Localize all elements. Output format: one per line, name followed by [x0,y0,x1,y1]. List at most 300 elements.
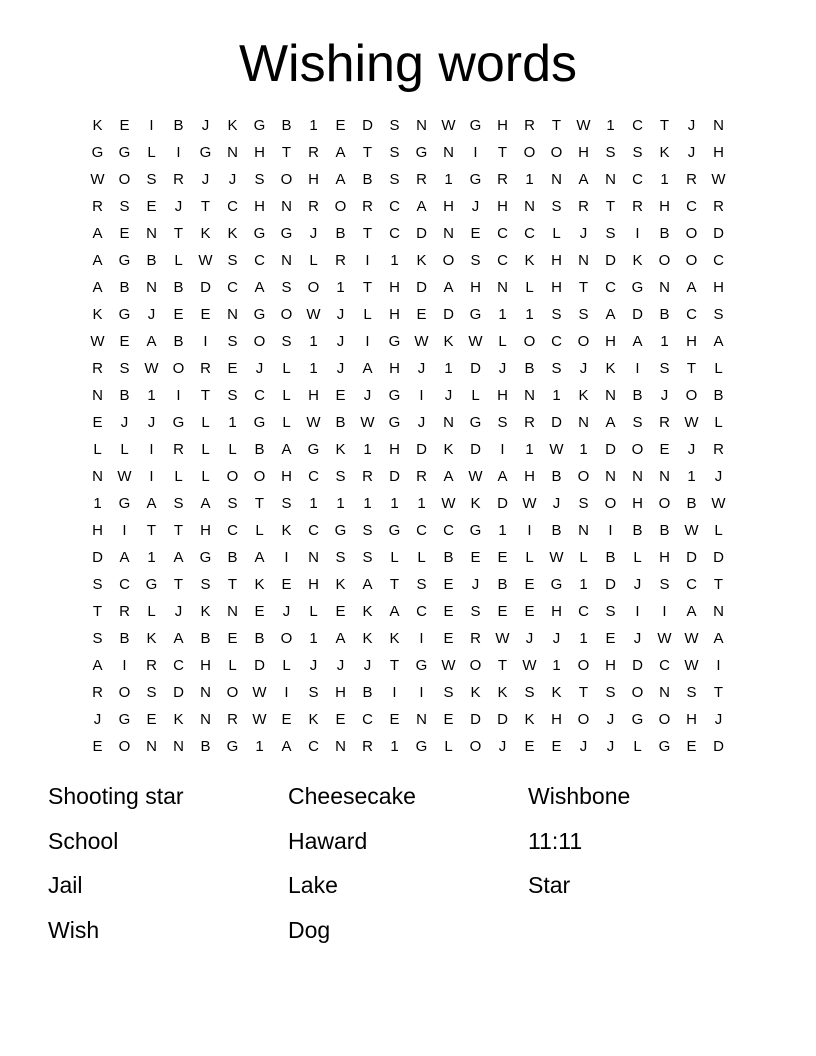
grid-letter: T [281,144,292,161]
grid-letter: E [605,630,616,647]
grid-letter: S [281,495,292,512]
grid-letter: D [470,711,481,728]
grid-letter: E [227,630,238,647]
grid-letter: R [524,117,535,134]
grid-letter: E [443,603,454,620]
grid-row [84,733,732,760]
grid-letter: K [524,711,535,728]
grid-letter: A [443,279,454,296]
grid-letter: C [308,738,319,755]
grid-letter: K [443,441,454,458]
grid-letter: 1 [255,738,264,755]
grid-letter: T [497,657,508,674]
grid-letter: 1 [498,306,507,323]
grid-letter: T [578,279,589,296]
grid-letter: J [363,657,372,674]
grid-letter: G [469,117,482,134]
grid-letter: J [282,603,291,620]
grid-letter: S [551,306,562,323]
grid-letter: T [497,144,508,161]
grid-letter: O [577,657,590,674]
grid-letter: C [659,657,670,674]
grid-letter: 1 [444,360,453,377]
grid-letter: R [713,198,724,215]
grid-letter: S [713,306,724,323]
grid-letter: B [200,630,211,647]
grid-letter: D [389,468,400,485]
grid-letter: R [362,468,373,485]
grid-letter: 1 [309,495,318,512]
grid-letter: A [713,333,724,350]
grid-letter: I [284,549,289,566]
grid-letter: L [228,657,237,674]
grid-letter: J [552,630,561,647]
grid-letter: K [227,117,238,134]
grid-letter: N [146,738,157,755]
grid-letter: I [419,387,424,404]
grid-letter: S [227,333,238,350]
grid-letter: R [173,441,184,458]
grid-letter: N [713,603,724,620]
grid-letter: N [281,198,292,215]
grid-letter: T [713,576,724,593]
grid-letter: I [176,387,181,404]
grid-letter: W [468,468,483,485]
grid-letter: R [497,171,508,188]
grid-letter: B [497,576,508,593]
grid-letter: K [281,522,292,539]
grid-letter: N [578,252,589,269]
grid-row [84,706,732,733]
grid-letter: T [551,117,562,134]
grid-letter: H [497,117,508,134]
grid-letter: L [525,549,534,566]
grid-letter: J [417,360,426,377]
grid-letter: T [605,198,616,215]
word-list-item: Wish [48,916,100,943]
grid-letter: L [309,252,318,269]
grid-letter: B [659,306,670,323]
grid-letter: D [416,225,427,242]
grid-letter: E [227,360,238,377]
grid-letter: T [146,522,157,539]
grid-letter: C [497,252,508,269]
word-list-item: 11:11 [528,827,583,854]
grid-letter: H [92,522,103,539]
grid-letter: G [469,414,482,431]
grid-letter: O [631,441,644,458]
grid-letter: J [687,144,696,161]
grid-letter: I [149,117,154,134]
grid-row [84,463,732,490]
grid-letter: 1 [147,549,156,566]
grid-letter: L [714,522,723,539]
grid-letter: L [579,549,588,566]
grid-letter: H [497,387,508,404]
grid-letter: C [227,522,238,539]
grid-letter: K [443,333,454,350]
grid-letter: B [524,360,535,377]
grid-letter: E [443,711,454,728]
grid-letter: N [632,468,643,485]
grid-letter: S [227,252,238,269]
grid-letter: I [365,333,370,350]
grid-letter: J [687,441,696,458]
grid-letter: B [173,279,184,296]
grid-letter: B [551,522,562,539]
grid-letter: J [579,738,588,755]
grid-letter: H [686,333,697,350]
grid-letter: R [335,252,346,269]
grid-letter: E [200,306,211,323]
grid-letter: 1 [309,630,318,647]
grid-letter: O [118,171,131,188]
word-list-item: Wishbone [528,783,631,809]
grid-letter: N [551,171,562,188]
grid-letter: H [578,144,589,161]
grid-letter: C [632,117,643,134]
grid-letter: K [308,711,319,728]
grid-letter: W [684,522,699,539]
grid-letter: K [605,360,616,377]
grid-letter: S [119,360,130,377]
grid-letter: O [226,684,239,701]
grid-letter: E [254,603,265,620]
grid-letter: 1 [363,441,372,458]
grid-letter: O [442,252,455,269]
grid-letter: E [146,198,157,215]
letter-grid [84,112,732,760]
grid-letter: L [93,441,102,458]
grid-letter: B [659,225,670,242]
grid-letter: T [92,603,103,620]
grid-letter: A [362,576,373,593]
grid-letter: S [551,198,562,215]
grid-letter: N [713,117,724,134]
grid-letter: A [497,468,508,485]
grid-letter: J [660,387,669,404]
grid-letter: L [390,549,399,566]
grid-letter: B [227,549,238,566]
grid-letter: 1 [147,387,156,404]
grid-letter: W [252,711,267,728]
grid-letter: H [551,711,562,728]
grid-letter: S [605,225,616,242]
grid-letter: R [659,414,670,431]
grid-letter: S [200,576,211,593]
grid-letter: W [576,117,591,134]
grid-letter: W [441,657,456,674]
grid-letter: A [119,549,130,566]
grid-letter: H [686,711,697,728]
grid-letter: E [497,549,508,566]
grid-letter: 1 [552,387,561,404]
grid-letter: N [146,279,157,296]
grid-letter: L [714,360,723,377]
grid-letter: O [577,333,590,350]
grid-letter: B [713,387,724,404]
grid-row [84,220,732,247]
grid-letter: A [92,225,103,242]
grid-letter: R [470,630,481,647]
grid-letter: N [227,306,238,323]
grid-letter: S [551,360,562,377]
grid-letter: S [281,333,292,350]
word-list-item: Jail [48,872,83,898]
grid-letter: W [441,117,456,134]
grid-letter: S [308,684,319,701]
grid-letter: L [174,252,183,269]
grid-letter: N [335,738,346,755]
grid-letter: E [524,603,535,620]
grid-letter: B [146,252,157,269]
grid-letter: B [254,630,265,647]
grid-letter: K [92,306,103,323]
grid-letter: R [200,360,211,377]
grid-letter: O [658,252,671,269]
word-list-item: Lake [288,872,338,898]
grid-letter: S [470,603,481,620]
grid-letter: S [119,198,130,215]
grid-letter: I [662,603,667,620]
grid-letter: G [172,414,185,431]
grid-letter: W [711,495,726,512]
grid-letter: J [552,495,561,512]
grid-letter: N [92,387,103,404]
grid-letter: C [551,333,562,350]
grid-letter: G [415,738,428,755]
grid-letter: L [417,549,426,566]
grid-letter: 1 [390,738,399,755]
grid-letter: A [686,603,697,620]
grid-letter: O [118,684,131,701]
grid-letter: C [254,252,265,269]
grid-letter: A [578,171,589,188]
grid-letter: J [606,738,615,755]
grid-letter: 1 [309,117,318,134]
grid-letter: R [308,198,319,215]
grid-letter: E [335,603,346,620]
grid-letter: D [416,279,427,296]
grid-letter: R [227,711,238,728]
grid-letter: O [469,657,482,674]
grid-letter: A [173,630,184,647]
grid-letter: L [471,387,480,404]
grid-letter: J [336,333,345,350]
grid-letter: S [146,171,157,188]
grid-letter: O [658,495,671,512]
grid-letter: S [173,495,184,512]
grid-letter: A [389,603,400,620]
grid-letter: O [280,306,293,323]
grid-letter: 1 [579,576,588,593]
grid-letter: G [388,522,401,539]
grid-letter: I [284,684,289,701]
grid-letter: L [714,414,723,431]
grid-letter: A [335,144,346,161]
grid-letter: A [200,495,211,512]
grid-letter: C [362,711,373,728]
grid-letter: R [632,198,643,215]
grid-letter: W [414,333,429,350]
grid-letter: O [631,684,644,701]
grid-letter: 1 [390,252,399,269]
grid-letter: H [551,252,562,269]
grid-letter: G [388,333,401,350]
grid-row [84,517,732,544]
grid-letter: A [92,252,103,269]
grid-row [84,490,732,517]
grid-letter: T [362,279,373,296]
grid-letter: O [172,360,185,377]
grid-letter: S [389,117,400,134]
grid-letter: W [711,171,726,188]
grid-letter: C [227,198,238,215]
grid-letter: C [605,279,616,296]
grid-letter: H [200,522,211,539]
grid-letter: J [309,225,318,242]
grid-letter: A [146,495,157,512]
grid-letter: B [119,387,130,404]
grid-letter: G [388,414,401,431]
grid-letter: 1 [687,468,696,485]
grid-letter: G [388,387,401,404]
grid-letter: A [686,279,697,296]
grid-letter: K [335,441,346,458]
grid-letter: J [93,711,102,728]
grid-letter: C [308,522,319,539]
grid-letter: B [200,738,211,755]
grid-letter: L [444,738,453,755]
grid-letter: L [174,468,183,485]
grid-letter: T [713,684,724,701]
grid-letter: A [92,279,103,296]
grid-letter: 1 [363,495,372,512]
grid-letter: L [147,144,156,161]
grid-letter: 1 [498,522,507,539]
grid-letter: N [281,252,292,269]
grid-letter: T [362,144,373,161]
grid-letter: K [389,630,400,647]
grid-letter: O [523,333,536,350]
grid-letter: N [605,468,616,485]
grid-letter: N [443,225,454,242]
grid-letter: 1 [336,279,345,296]
grid-letter: A [173,549,184,566]
grid-letter: B [443,549,454,566]
grid-letter: R [524,414,535,431]
grid-letter: N [200,711,211,728]
grid-letter: S [146,684,157,701]
grid-letter: E [119,117,130,134]
grid-letter: H [281,468,292,485]
grid-letter: H [200,657,211,674]
grid-letter: H [659,549,670,566]
grid-letter: W [90,333,105,350]
grid-letter: C [308,468,319,485]
grid-row [84,571,732,598]
grid-letter: L [309,603,318,620]
grid-letter: J [498,738,507,755]
grid-letter: H [605,333,616,350]
grid-letter: W [684,414,699,431]
grid-letter: E [686,738,697,755]
grid-letter: J [174,603,183,620]
grid-letter: N [605,387,616,404]
grid-letter: O [226,468,239,485]
grid-letter: H [389,441,400,458]
grid-letter: O [658,711,671,728]
grid-letter: B [119,279,130,296]
grid-letter: C [227,279,238,296]
grid-letter: 1 [417,495,426,512]
grid-letter: C [578,603,589,620]
grid-letter: K [92,117,103,134]
grid-letter: W [360,414,375,431]
grid-letter: J [201,117,210,134]
grid-letter: C [416,522,427,539]
grid-letter: L [552,225,561,242]
grid-letter: B [335,414,346,431]
grid-letter: N [146,225,157,242]
grid-letter: C [713,252,724,269]
grid-letter: D [713,738,724,755]
grid-letter: W [522,657,537,674]
grid-letter: L [255,522,264,539]
grid-letter: N [524,387,535,404]
grid-letter: S [227,495,238,512]
grid-letter: C [173,657,184,674]
grid-letter: S [335,549,346,566]
grid-letter: S [659,360,670,377]
grid-letter: E [470,225,481,242]
grid-letter: G [253,306,266,323]
grid-letter: E [281,711,292,728]
grid-letter: L [201,468,210,485]
grid-letter: H [308,171,319,188]
grid-letter: W [468,333,483,350]
grid-letter: D [200,279,211,296]
grid-letter: A [281,441,292,458]
grid-letter: K [227,225,238,242]
grid-row [84,112,732,139]
grid-letter: O [577,468,590,485]
grid-letter: L [147,603,156,620]
grid-letter: D [551,414,562,431]
grid-letter: E [497,603,508,620]
grid-letter: H [254,198,265,215]
grid-letter: K [200,603,211,620]
grid-letter: J [714,711,723,728]
grid-letter: R [362,198,373,215]
grid-letter: S [281,279,292,296]
grid-letter: B [632,522,643,539]
grid-letter: T [659,117,670,134]
grid-letter: R [416,468,427,485]
grid-letter: J [633,576,642,593]
grid-letter: O [685,225,698,242]
grid-letter: E [389,711,400,728]
grid-letter: E [470,549,481,566]
grid-letter: 1 [525,306,534,323]
grid-letter: D [497,495,508,512]
grid-letter: L [201,414,210,431]
grid-letter: G [253,117,266,134]
grid-letter: D [254,657,265,674]
grid-letter: O [280,630,293,647]
grid-letter: L [282,657,291,674]
grid-letter: 1 [552,657,561,674]
